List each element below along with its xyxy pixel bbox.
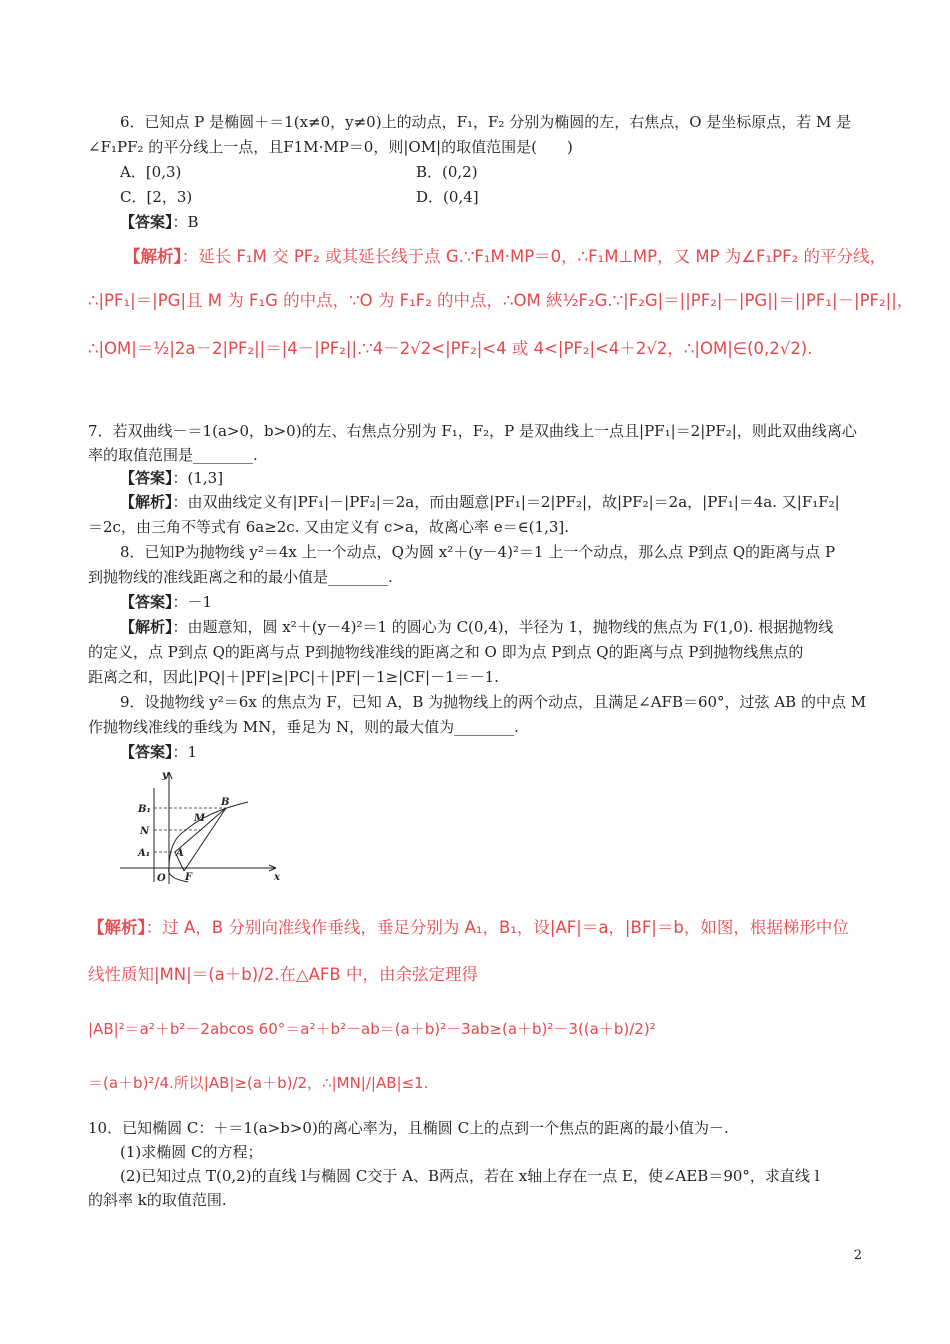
solution-text: ：由题意知，圆 x²＋(y－4)²＝1 的圆心为 C(0,4)，半径为 1，抛物线的焦点为 F(1,0). 根据抛物线	[172, 618, 834, 636]
q8-solution-line3: 距离之和，因此|PQ|＋|PF|≥|PC|＋|PF|－1≥|CF|－1＝－1.	[88, 668, 499, 686]
q9-answer	[120, 741, 900, 763]
label-m: M	[194, 813, 206, 824]
answer-value: ：－1	[172, 593, 213, 611]
label-x: x	[274, 872, 280, 883]
q6-option-b: B．(0,2)	[416, 163, 478, 181]
q6-option-c: C．[2，3)	[120, 188, 193, 206]
q8-answer	[120, 591, 900, 613]
q6-option-a: A．[0,3)	[120, 163, 182, 181]
label-a1: A₁	[138, 848, 151, 859]
solution-label: 【解析】	[120, 618, 173, 636]
solution-text: ：由双曲线定义有|PF₁|－|PF₂|＝2a，而由题意|PF₁|＝2|PF₂|，故|PF₂|＝2a，|PF₁|＝4a. 又|F₁F₂|	[172, 493, 840, 511]
q9-line2: 作抛物线准线的垂线为 MN，垂足为 N，则的最大值为________.	[88, 718, 519, 736]
q10-line4: 的斜率 k的取值范围.	[88, 1191, 227, 1209]
label-y: y	[162, 770, 168, 781]
q10-line3: (2)已知过点 T(0,2)的直线 l与椭圆 C交于 A、B两点，若在 x轴上存在一点 E，使∠AEB＝90°，求直线 l	[120, 1167, 820, 1185]
q7-solution-line2: ＝2c，由三角不等式有 6a≥2c. 又由定义有 c>a，故离心率 e＝∈(1,3].	[88, 518, 570, 536]
label-a: A	[176, 848, 184, 859]
solution-text: ：过 A，B 分别向准线作垂线，垂足分别为 A₁，B₁，设|AF|＝a，|BF|＝b，如图，根据梯形中位	[145, 918, 849, 937]
answer-label: 【答案】	[120, 213, 173, 231]
q8-line1: 8．已知P为抛物线 y²＝4x 上一个动点，Q为圆 x²＋(y－4)²＝1 上一个动点，那么点 P到点 Q的距离与点 P	[120, 543, 836, 561]
label-b: B	[221, 797, 230, 808]
q7-line2: 率的取值范围是________.	[88, 446, 258, 464]
solution-label: 【解析】	[124, 247, 182, 266]
solution-text: ：延长 F₁M 交 PF₂ 或其延长线于点 G.∵F₁M·MP＝0，∴F₁M⊥MP，又 MP 为∠F₁PF₂ 的平分线，	[181, 247, 886, 266]
q10-line2: (1)求椭圆 C的方程；	[120, 1143, 263, 1161]
q9-solution-line3: |AB|²＝a²＋b²－2abcos 60°＝a²＋b²－ab＝(a＋b)²－3ab≥(a＋b)²－3((a＋b)/2)²	[88, 1020, 656, 1038]
q6-solution-line2: ∴|PF₁|＝|PG|且 M 为 F₁G 的中点，∵O 为 F₁F₂ 的中点，∴OM 綊½F₂G.∵|F₂G|＝||PF₂|－|PG||＝||PF₁|－|PF₂||，	[88, 291, 914, 310]
q8-line2: 到抛物线的准线距离之和的最小值是________.	[88, 568, 393, 586]
page-number: 2	[853, 1248, 862, 1263]
q7-line1: 7．若双曲线－＝1(a>0，b>0)的左、右焦点分别为 F₁，F₂，P 是双曲线上一点且|PF₁|＝2|PF₂|，则此双曲线离心	[88, 422, 857, 440]
solution-label: 【解析】	[88, 918, 146, 937]
answer-label: 【答案】	[120, 469, 173, 487]
q9-solution-line2: 线性质知|MN|＝(a＋b)/2.在△AFB 中，由余弦定理得	[88, 965, 478, 984]
q6-line2: ∠F₁PF₂ 的平分线上一点，且F1M·MP＝0，则|OM|的取值范围是( )	[88, 138, 573, 156]
q6-line1: 6．已知点 P 是椭圆＋＝1(x≠0，y≠0)上的动点，F₁，F₂ 分别为椭圆的左，右焦点，O 是坐标原点，若 M 是	[120, 113, 852, 131]
answer-value: ：1	[172, 743, 198, 761]
q9-solution-line4: ＝(a＋b)²/4.所以|AB|≥(a＋b)/2，∴|MN|/|AB|≤1.	[88, 1074, 429, 1092]
label-f: F	[185, 872, 193, 883]
q10-line1: 10．已知椭圆 C：＋＝1(a>b>0)的离心率为，且椭圆 C上的点到一个焦点的距离的最小值为－.	[88, 1119, 729, 1137]
q6-solution-line3: ∴|OM|＝½|2a－2|PF₂||＝|4－|PF₂||.∵4－2√2<|PF₂|<4 或 4<|PF₂|<4＋2√2，∴|OM|∈(0,2√2).	[88, 339, 813, 358]
q9-solution-line1	[88, 917, 868, 939]
q7-solution-line1	[120, 491, 900, 513]
answer-value: ：B	[172, 213, 199, 231]
parabola-figure	[116, 768, 286, 886]
q9-line1: 9．设抛物线 y²＝6x 的焦点为 F，已知 A，B 为抛物线上的两个动点，且满足∠AFB＝60°，过弦 AB 的中点 M	[120, 693, 867, 711]
label-n: N	[140, 826, 150, 837]
answer-label: 【答案】	[120, 743, 173, 761]
q8-solution-line2: 的定义，点 P到点 Q的距离与点 P到抛物线准线的距离之和 O 即为点 P到点 Q的距离与点 P到抛物线焦点的	[88, 643, 804, 661]
label-b1: B₁	[138, 804, 151, 815]
solution-label: 【解析】	[120, 493, 173, 511]
q6-answer	[120, 211, 900, 233]
q6-option-d: D．(0,4]	[416, 188, 479, 206]
q8-solution-line1	[120, 616, 900, 638]
q6-solution-line1	[124, 246, 904, 268]
answer-value: ：(1,3]	[172, 469, 224, 487]
label-o: O	[157, 873, 166, 884]
q7-answer	[120, 467, 900, 489]
answer-label: 【答案】	[120, 593, 173, 611]
parabola-curve	[169, 802, 248, 882]
